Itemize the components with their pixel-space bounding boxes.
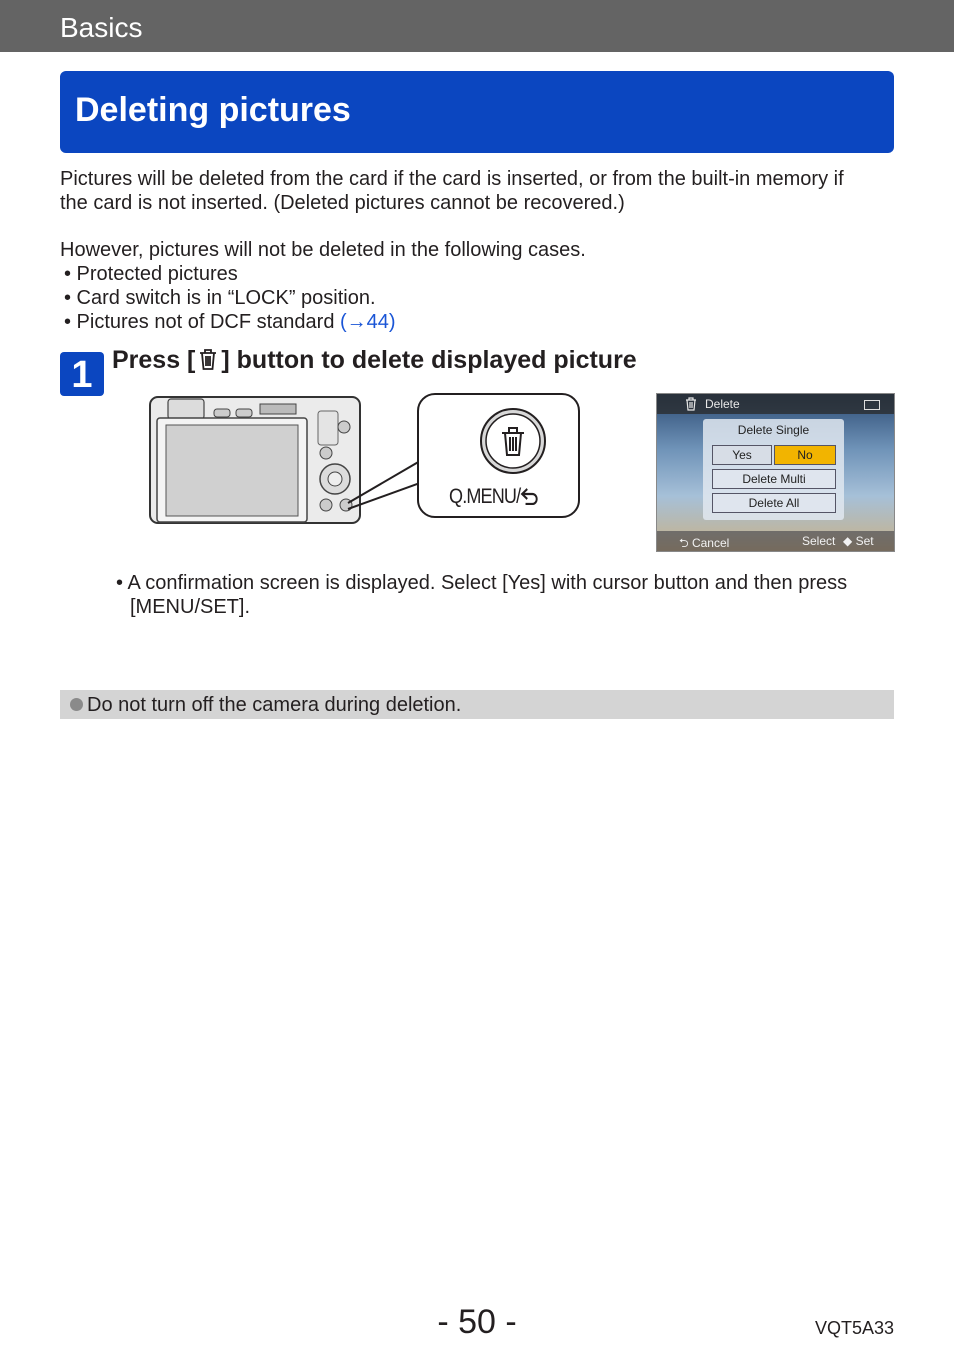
warning-note (60, 690, 894, 719)
intro-paragraph (60, 167, 844, 215)
confirmation-note (116, 571, 896, 619)
trash-icon (195, 346, 221, 372)
qmenu-label-text: Q.MENU/ (449, 485, 521, 508)
warning-note-text: Do not turn off the camera during deletion. (87, 694, 462, 716)
delete-button-icon[interactable] (479, 407, 547, 475)
document-code: VQT5A33 (814, 1318, 894, 1338)
exception-item: • Card switch is in “LOCK” position. (64, 287, 376, 309)
set-label: Set (855, 534, 874, 548)
lcd-title: Delete (705, 397, 740, 411)
page-number: - 50 - (437, 1303, 517, 1341)
delete-single-label: Delete Single (737, 423, 810, 437)
intro-line-1: Pictures will be deleted from the card if the card is inserted, or from the built-in memory if (60, 168, 844, 190)
exception-item: • Protected pictures (64, 263, 238, 285)
trash-icon (685, 397, 697, 411)
page-reference-link[interactable]: (→44) (340, 311, 396, 333)
intro-line-2: the card is not inserted. (Deleted pictures cannot be recovered.) (60, 192, 625, 214)
yes-button[interactable]: Yes (712, 445, 772, 465)
exception-item (60, 310, 586, 334)
lcd-header (657, 394, 894, 414)
delete-multi-button[interactable]: Delete Multi (712, 469, 836, 489)
camera-back-illustration (148, 393, 418, 528)
cancel-hint: ⮌ Cancel (679, 536, 730, 550)
exception-item-text: • Pictures not of DCF standard (64, 311, 335, 333)
delete-all-button[interactable]: Delete All (712, 493, 836, 513)
lcd-delete-screen (656, 393, 895, 552)
page-title-box (60, 71, 894, 153)
battery-icon (864, 400, 880, 410)
step-heading-post: ] button to delete displayed picture (221, 346, 637, 374)
step-heading-pre: Press [ (112, 346, 196, 374)
step-number: 1 (60, 352, 104, 396)
section-title: Basics (60, 12, 143, 43)
set-hint: ◆ Set (843, 534, 874, 548)
step-heading (112, 346, 637, 375)
select-hint: Select (802, 534, 836, 548)
confirmation-line-2: [MENU/SET]. (130, 596, 251, 618)
cancel-label: Cancel (691, 536, 730, 550)
no-button[interactable]: No (774, 445, 836, 465)
confirmation-line-1: • A confirmation screen is displayed. Select [Yes] with cursor button and then press (116, 572, 848, 594)
page-title: Deleting pictures (75, 91, 351, 129)
section-header-bar (0, 0, 954, 52)
return-arrow-icon (520, 487, 539, 505)
exceptions-lead: However, pictures will not be deleted in the following cases. (60, 239, 586, 261)
trash-button-callout (417, 393, 580, 518)
delete-menu-panel (703, 419, 844, 520)
bullet-dot-icon (70, 698, 83, 711)
lcd-footer (657, 531, 894, 551)
exceptions-list (60, 238, 586, 334)
qmenu-button-label (449, 485, 539, 509)
